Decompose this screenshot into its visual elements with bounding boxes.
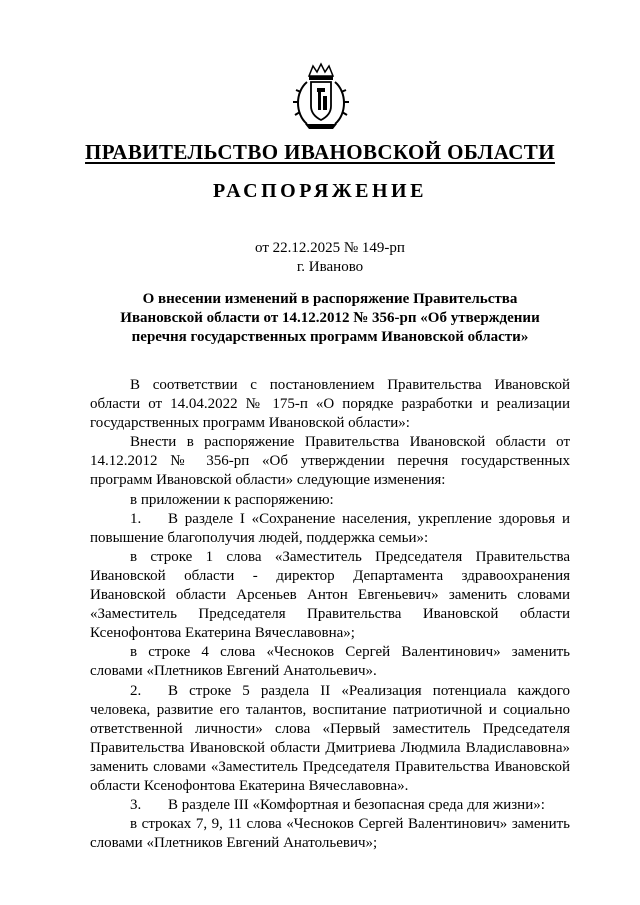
document-city: г. Иваново [296, 259, 364, 275]
document-body [90, 376, 570, 853]
organization-title: ПРАВИТЕЛЬСТВО ИВАНОВСКОЙ ОБЛАСТИ [85, 140, 555, 164]
body-paragraph: в строке 1 слова «Заместитель Председателя Правительства Ивановской области - директор Департамента здравоохранения Ивановской области Арсеньев Антон Евгеньевич» заменить словами «Заместитель Председателя Правительства Ивановской области Ксенофонтова Екатерина Вячеславовна»; [90, 548, 570, 642]
body-paragraph: в строках 7, 9, 11 слова «Чесноков Сергей Валентинович» заменить словами «Плетников Евгений Анатольевич»; [90, 816, 570, 852]
body-paragraph: 3. В разделе III «Комфортная и безопасная среда для жизни»: [90, 796, 570, 815]
body-paragraph: В соответствии с постановлением Правительства Ивановской области от 14.04.2022 № 175-п «О порядке разработки и реализации государственных программ Ивановской области»: [90, 377, 570, 432]
subject-line: перечня государственных программ Ивановской области» [131, 329, 529, 345]
body-paragraph: Внести в распоряжение Правительства Ивановской области от 14.12.2012 № 356-рп «Об утверждении перечня государственных программ Ивановской области» следующие изменения: [90, 434, 570, 489]
paragraph-number: 3. [130, 797, 142, 814]
ivanovo-coat-of-arms-icon [291, 62, 351, 132]
body-paragraph: 1. В разделе I «Сохранение населения, укрепление здоровья и повышение благополучия людей, поддержка семьи»: [90, 510, 570, 546]
document-date-number: от 22.12.2025 № 149-рп [255, 240, 405, 256]
subject-line: О внесении изменений в распоряжение Правительства [142, 291, 518, 307]
body-paragraph: в приложении к распоряжению: [130, 491, 334, 508]
paragraph-number: 1. [130, 510, 142, 527]
body-paragraph: в строке 4 слова «Чесноков Сергей Валентинович» заменить словами «Плетников Евгений Анатольевич». [90, 644, 570, 680]
document-type: РАСПОРЯЖЕНИЕ [213, 180, 427, 202]
document-subject [90, 290, 570, 347]
paragraph-number: 2. [130, 682, 142, 699]
body-paragraph: 2. В строке 5 раздела II «Реализация потенциала каждого человека, развитие его талантов, воспитание патриотичной и социально ответственной личности» слова «Первый заместитель Председателя Правительства Ивановской области Дмитриева Людмила Владиславовна» заменить словами «Заместитель Председателя Правительства Ивановской области Ксенофонтова Екатерина Вячеславовна». [90, 682, 570, 794]
subject-line: Ивановской области от 14.12.2012 № 356-рп «Об утверждении [120, 310, 540, 326]
